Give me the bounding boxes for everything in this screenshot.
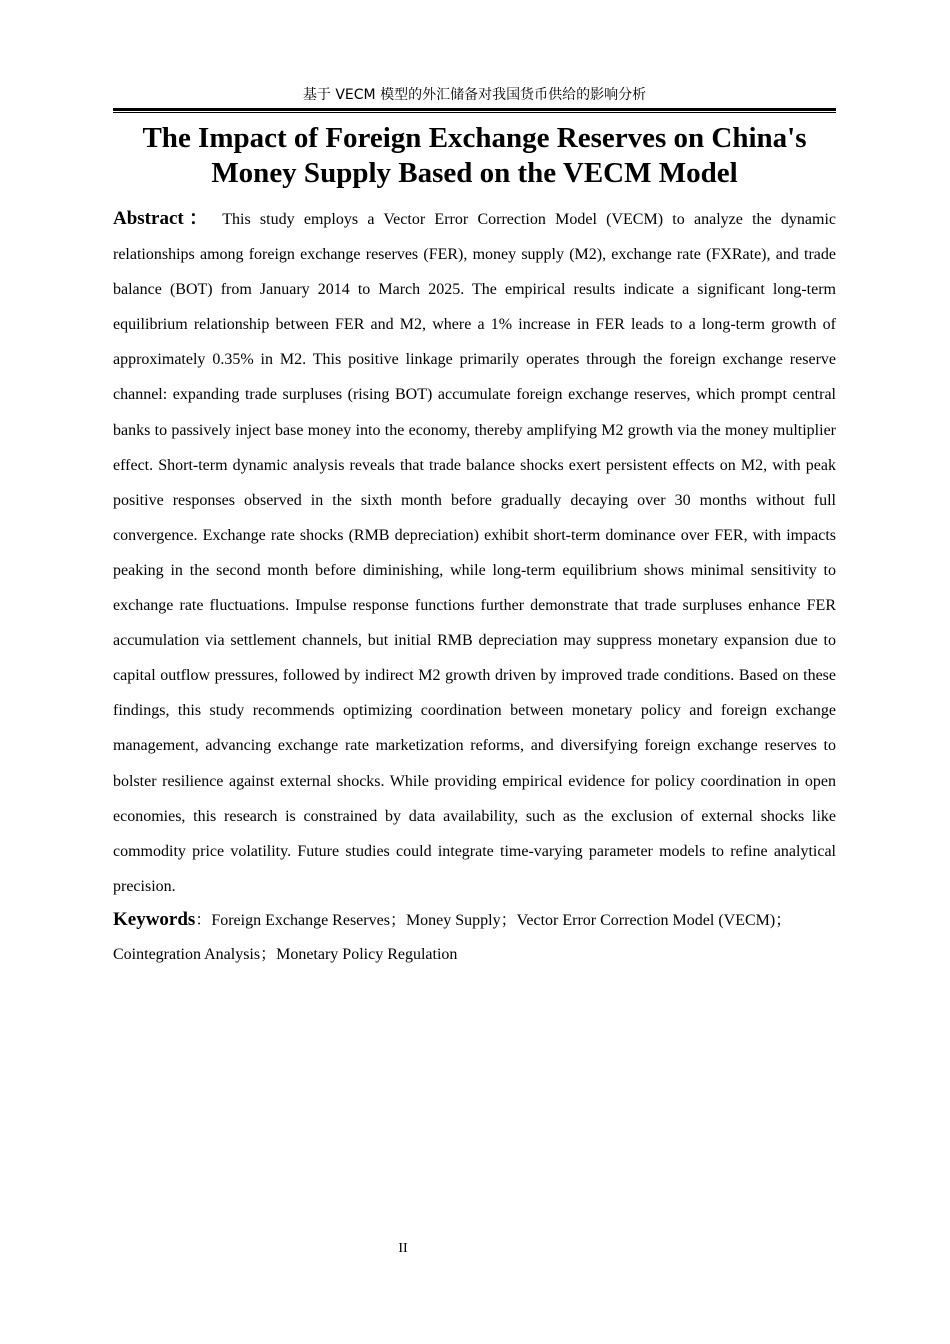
title-line-1: The Impact of Foreign Exchange Reserves on China's: [142, 122, 807, 154]
title-line-2: Money Supply Based on the VECM Model: [211, 157, 738, 189]
keywords-label: Keywords: [113, 909, 196, 930]
abstract-text: This study employs a Vector Error Correction Model (VECM) to analyze the dynamic relationships among foreign exchange reserves (FER), money supply (M2), exchange rate (FXRate), and trade balance (BOT) from January 2014 to March 2025. The empirical results indicate a significant long-term equilibrium relationship between FER and M2, where a 1% increase in FER leads to a long-term growth of approximately 0.35% in M2. This positive linkage primarily operates through the foreign exchange reserve channel: expanding trade surpluses (rising BOT) accumulate foreign exchange reserves, which prompt central banks to passively inject base money into the economy, thereby amplifying M2 growth via the money multiplier effect. Short-term dynamic analysis reveals that trade balance shocks exert persistent effects on M2, with peak positive responses observed in the sixth month before gradually decaying over 30 months without full convergence. Exchange rate shocks (RMB depreciation) exhibit short-term dominance over FER, with impacts peaking in the second month before diminishing, while long-term equilibrium shows minimal sensitivity to exchange rate fluctuations. Impulse response functions further demonstrate that trade surpluses enhance FER accumulation via settlement channels, but initial RMB depreciation may suppress monetary expansion due to capital outflow pressures, followed by indirect M2 growth driven by improved trade conditions. Based on these findings, this study recommends optimizing coordination between monetary policy and foreign exchange management, advancing exchange rate marketization reforms, and diversifying foreign exchange reserves to bolster resilience against external shocks. While providing empirical evidence for policy coordination in open economies, this research is constrained by data availability, such as the exclusion of external shocks like commodity price volatility. Future studies could integrate time-varying parameter models to refine analytical precision.: [113, 211, 837, 895]
running-header: 基于 VECM 模型的外汇储备对我国货币供给的影响分析: [302, 87, 647, 103]
keywords-text: ：Foreign Exchange Reserves；Money Supply；Vector Error Correction Model (VECM)；Cointegration Analysis；Monetary Policy Regulation: [113, 912, 792, 963]
paper-title: [113, 121, 836, 191]
header-rule-thick: [113, 108, 836, 111]
abstract-label: Abstract：: [113, 208, 214, 229]
keywords-paragraph: [113, 903, 836, 972]
abstract-paragraph: [113, 201, 836, 904]
header-rule-thin: [113, 112, 836, 113]
page-number: II: [398, 1241, 408, 1256]
